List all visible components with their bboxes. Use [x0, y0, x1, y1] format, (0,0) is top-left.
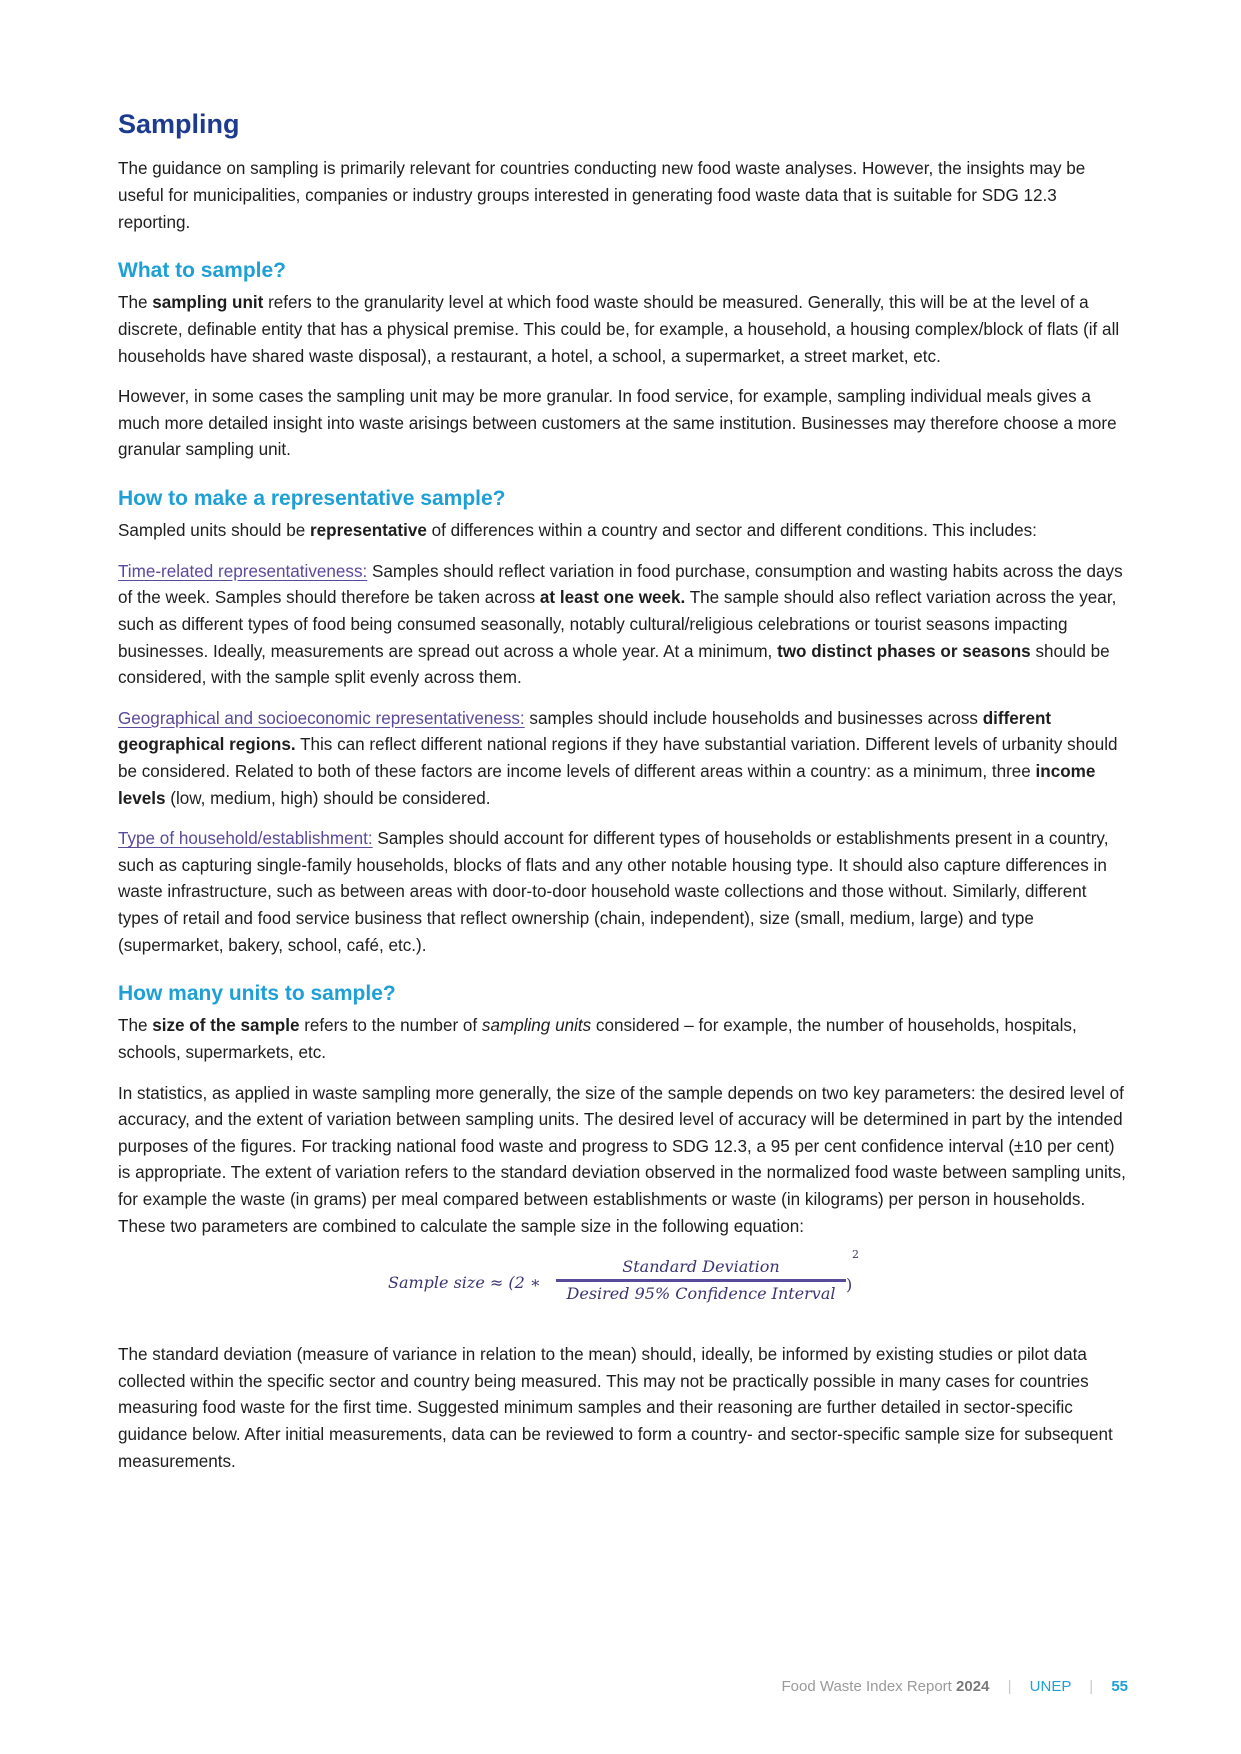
- bold-term: size of the sample: [152, 1016, 300, 1036]
- equation-exponent: 2: [852, 1248, 859, 1262]
- sampling-unit-paragraph: [118, 290, 1128, 370]
- granular-paragraph: However, in some cases the sampling unit may be more granular. In food service, for example, sampling individual meals gives a much more detailed insight into waste arisings between customers at the same institution. Businesses may therefore choose a more granular sampling unit.: [118, 387, 1117, 460]
- time-representativeness-link[interactable]: Time-related representativeness:: [118, 561, 368, 581]
- text: This can reflect different national regions if they have substantial variation. Different levels of urbanity should be considered. Related to both of these factors are income levels of different areas within a country: as a minimum, three: [118, 735, 1118, 781]
- bold-term: sampling unit: [152, 293, 264, 313]
- bold-term: two distinct phases or seasons: [777, 641, 1031, 661]
- intro-paragraph: The guidance on sampling is primarily relevant for countries conducting new food waste analyses. However, the insights may be useful for municipalities, companies or industry groups interested in generating food waste data that is suitable for SDG 12.3 reporting.: [118, 159, 1086, 232]
- representative-lead: [118, 518, 1128, 545]
- footer-org: UNEP: [1029, 1678, 1072, 1695]
- page-footer: [781, 1678, 1128, 1695]
- text: The: [118, 293, 153, 313]
- footer-separator: |: [1089, 1678, 1094, 1695]
- equation-denominator: Desired 95% Confidence Interval: [566, 1284, 836, 1304]
- footer-separator: |: [1007, 1678, 1012, 1695]
- page-title: Sampling: [118, 109, 240, 139]
- equation-fraction: [556, 1257, 846, 1303]
- bold-term: income levels: [118, 761, 1096, 808]
- bold-term: at least one week.: [539, 588, 686, 608]
- text: of differences within a country and sector and different conditions. This includes:: [426, 521, 1037, 541]
- equation-lhs: Sample size ≈ (2 ∗: [388, 1273, 541, 1293]
- footer-page-number: 55: [1111, 1678, 1128, 1695]
- page-content: [118, 108, 1128, 1489]
- text: Samples should account for different types of households or establishments present in a country, such as capturing single-family households, blocks of flats and any other notable housing type. It should also capture differences in waste infrastructure, such as between areas with door-to-door household waste collections and those without. Similarly, different types of retail and food service business that reflect ownership (chain, independent), size (small, medium, large) and type (supermarket, bakery, school, café, etc.).: [118, 829, 1109, 955]
- sample-size-equation: [118, 1248, 1128, 1320]
- text: Sampled units should be: [118, 521, 310, 541]
- heading-how-many-units: How many units to sample?: [118, 982, 396, 1006]
- household-type-link[interactable]: Type of household/establishment:: [118, 829, 373, 849]
- bold-term: representative: [309, 521, 427, 541]
- text: samples should include households and businesses across: [524, 708, 983, 728]
- footer-report-title: Food Waste Index Report: [781, 1678, 952, 1695]
- heading-representative-sample: How to make a representative sample?: [118, 486, 506, 510]
- time-representativeness-paragraph: [118, 559, 1128, 692]
- geo-representativeness-link[interactable]: Geographical and socioeconomic representativeness:: [118, 708, 525, 728]
- sample-size-paragraph: [118, 1013, 1128, 1066]
- text: (low, medium, high) should be considered.: [165, 788, 491, 808]
- text: The sample should also reflect variation across the year, such as different types of food being consumed seasonally, notably cultural/religious celebrations or tourist seasons impacting businesses. Ideally, measurements are spread out across a whole year. At a minimum,: [118, 588, 1117, 661]
- text: Samples should reflect variation in food purchase, consumption and wasting habits across the days of the week. Samples should therefore be taken across: [118, 561, 1123, 608]
- standard-deviation-paragraph: The standard deviation (measure of variance in relation to the mean) should, ideally, be informed by existing studies or pilot data collected within the specific sector and country being measured. This may not be practically possible in many cases for countries measuring food waste for the first time. Suggested minimum samples and their reasoning are further detailed in sector-specific guidance below. After initial measurements, data can be reviewed to form a country- and sector-specific sample size for subsequent measurements.: [118, 1345, 1113, 1471]
- text: considered – for example, the number of households, hospitals, schools, supermarkets, etc.: [118, 1016, 1077, 1062]
- equation-numerator: Standard Deviation: [622, 1257, 780, 1277]
- footer-year: 2024: [956, 1678, 990, 1695]
- text: The: [118, 1016, 153, 1036]
- italic-term: sampling units: [481, 1016, 592, 1036]
- equation-close-paren: ): [846, 1275, 853, 1295]
- household-type-paragraph: [118, 826, 1128, 959]
- statistics-paragraph: In statistics, as applied in waste sampling more generally, the size of the sample depends on two key parameters: the desired level of accuracy, and the extent of variation between sampling units. The desired level of accuracy will be determined in part by the intended purposes of the figures. For tracking national food waste and progress to SDG 12.3, a 95 per cent confidence interval (±10 per cent) is appropriate. The extent of variation refers to the standard deviation observed in the normalized food waste between sampling units, for example the waste (in grams) per meal compared between establishments or waste (in kilograms) per person in households. These two parameters are combined to calculate the sample size in the following equation:: [118, 1083, 1126, 1236]
- text: refers to the number of: [299, 1016, 482, 1036]
- bold-term: different geographical regions.: [118, 708, 1052, 755]
- heading-what-to-sample: What to sample?: [118, 259, 287, 283]
- text: refers to the granularity level at which food waste should be measured. Generally, this will be at the level of a discrete, definable entity that has a physical premise. This could be, for example, a household, a housing complex/block of flats (if all households have shared waste disposal), a restaurant, a hotel, a school, a supermarket, a street market, etc.: [118, 293, 1120, 366]
- geo-representativeness-paragraph: [118, 706, 1128, 812]
- text: should be considered, with the sample split evenly across them.: [118, 641, 1110, 688]
